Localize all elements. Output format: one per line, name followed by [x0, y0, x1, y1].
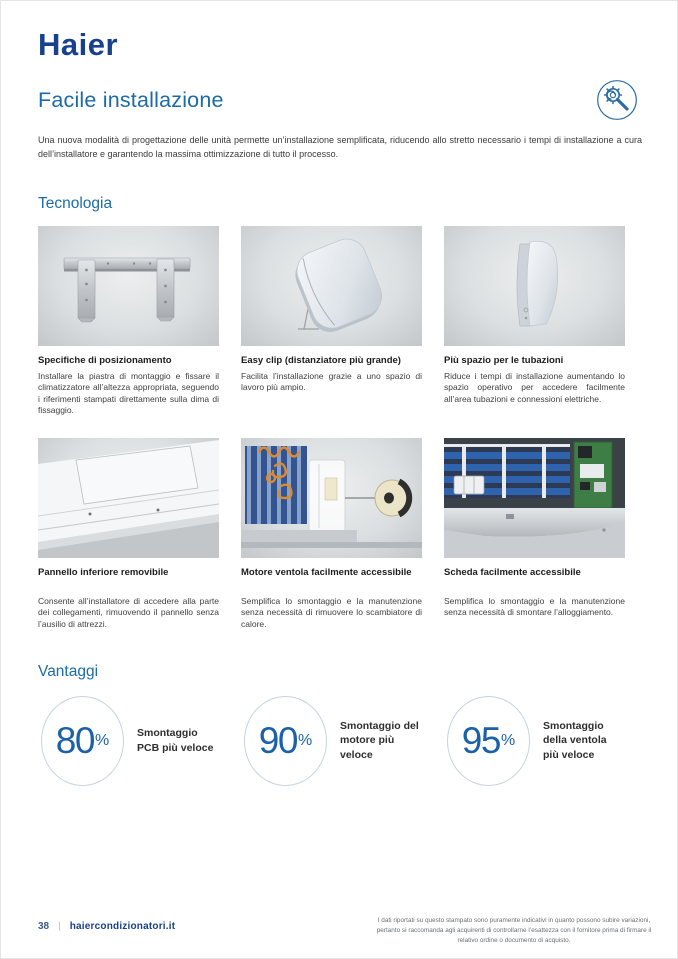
- intro-text: Una nuova modalità di progettazione delle unità permette un’installazione semplificata, riducendo allo stretto necessario i tempi di installazione a cura dell’installatore e garantendo la massima ottimizzazione di tutto il processo.: [38, 135, 642, 159]
- stat-value: 90: [258, 720, 297, 762]
- haier-logo: Haier: [38, 27, 119, 62]
- piping-space-photo: [444, 226, 625, 346]
- stat-fan: [444, 696, 625, 786]
- stat-circle: [244, 696, 327, 786]
- stat-unit: %: [94, 731, 110, 749]
- stat-motor: [241, 696, 422, 786]
- section-vantaggi: [38, 663, 640, 786]
- stat-circle: [447, 696, 530, 786]
- tech-card: [444, 438, 625, 631]
- card-body: Facilita l’installazione grazie a uno spazio di lavoro più ampio.: [241, 370, 422, 393]
- card-body: Consente all’installatore di accedere alla parte dei collegamenti, rimuovendo il pannello senza l’ausilio di attrezzi.: [38, 595, 219, 630]
- stat-label: Smontaggio del motore più veloce: [340, 720, 419, 761]
- tech-card: [38, 438, 219, 631]
- page-number: 38: [38, 921, 50, 933]
- stat-value: 95: [461, 720, 500, 762]
- tech-card: [38, 226, 219, 417]
- pcb-access-photo: [444, 438, 625, 558]
- tecnologia-row-2: [38, 438, 640, 631]
- page-footer: [38, 916, 662, 946]
- vantaggi-heading: Vantaggi: [38, 662, 99, 680]
- card-body: Installare la piastra di montaggio e fissare il climatizzatore all’altezza appropriata, seguendo i riferimenti stampati direttamente sulla dima di fissaggio.: [38, 370, 219, 416]
- stat-unit: %: [500, 731, 516, 749]
- footer-divider: |: [58, 921, 61, 933]
- tech-card: [241, 226, 422, 417]
- page-title: Facile installazione: [38, 87, 224, 112]
- card-title: Specifiche di posizionamento: [38, 354, 172, 366]
- tech-card: [241, 438, 422, 631]
- card-title: Motore ventola facilmente accessibile: [241, 566, 412, 578]
- card-title: Easy clip (distanziatore più grande): [241, 354, 401, 366]
- card-title: Più spazio per le tubazioni: [444, 354, 564, 366]
- tech-card: [444, 226, 625, 417]
- gear-wrench-icon: [596, 79, 638, 121]
- stat-label: Smontaggio della ventola più veloce: [543, 720, 607, 761]
- footer-site-link[interactable]: haiercondizionatori.it: [69, 921, 176, 933]
- card-body: Semplifica lo smontaggio e la manutenzione senza necessità di smontare l’alloggiamento.: [444, 595, 625, 618]
- stats-row: [38, 696, 640, 786]
- stat-value: 80: [55, 720, 94, 762]
- page-header: [38, 27, 640, 162]
- stat-unit: %: [297, 731, 313, 749]
- card-body: Riduce i tempi di installazione aumentando lo spazio operativo per accedere facilmente all’area tubazioni e connessioni elettriche.: [444, 370, 625, 404]
- bottom-panel-photo: [38, 438, 219, 558]
- stat-label: Smontaggio PCB più veloce: [137, 727, 214, 754]
- stat-circle: [41, 696, 124, 786]
- fan-motor-photo: [241, 438, 422, 558]
- card-body: Semplifica lo smontaggio e la manutenzione senza necessità di rimuovere lo scambiatore di calore.: [241, 595, 422, 630]
- mounting-plate-photo: [38, 226, 219, 346]
- card-title: Pannello inferiore removibile: [38, 566, 169, 578]
- tecnologia-heading: Tecnologia: [38, 194, 113, 212]
- tecnologia-row-1: [38, 226, 640, 417]
- card-title: Scheda facilmente accessibile: [444, 566, 581, 578]
- stat-pcb: [38, 696, 219, 786]
- section-tecnologia: [38, 195, 640, 631]
- footer-disclaimer: I dati riportati su questo stampato sono puramente indicativi in quanto possono subire variazioni, pertanto si raccomanda agli acquirenti di controllarne l’esattezza con il fornitore prima di firmare il relativo ordine o documento di acquisto.: [376, 917, 652, 945]
- easy-clip-photo: [241, 226, 422, 346]
